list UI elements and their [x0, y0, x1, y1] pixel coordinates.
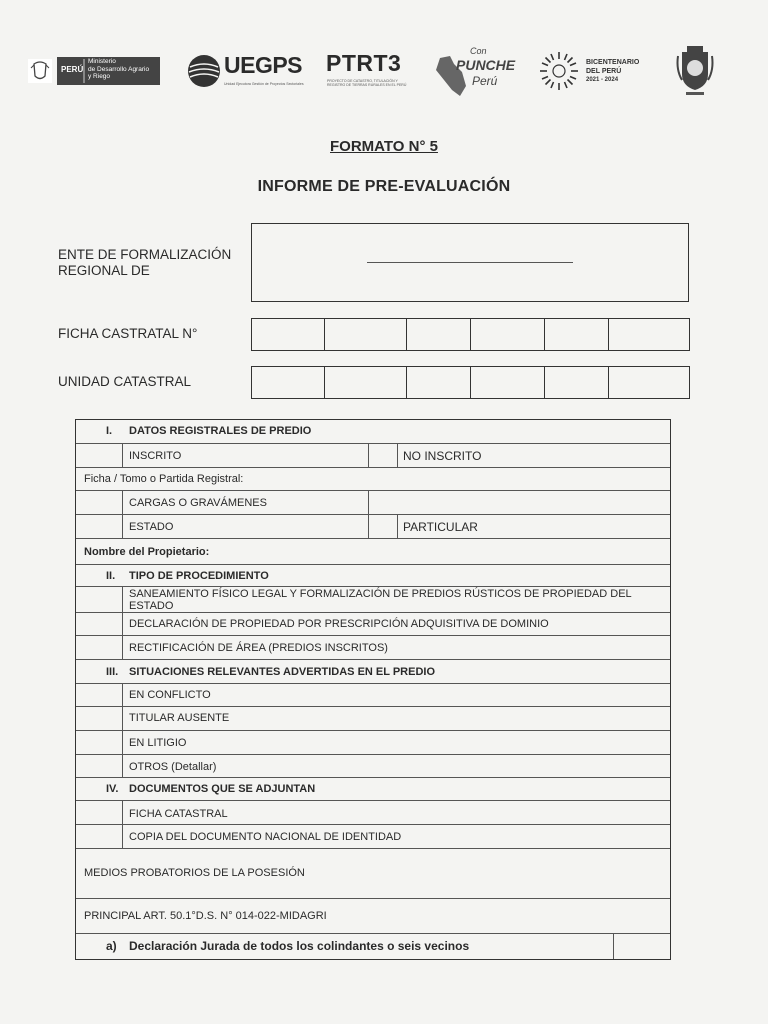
ptrt3-sub1: PROYECTO DE CATASTRO, TITULACIÓN Y: [327, 79, 398, 83]
label-copia-dni: COPIA DEL DOCUMENTO NACIONAL DE IDENTIDAD: [129, 831, 402, 843]
label-principal-art: PRINCIPAL ART. 50.1°D.S. N° 014-022-MIDAGRI: [84, 910, 327, 922]
cargas-detail-cell[interactable]: [368, 491, 397, 514]
ministerio-line2: de Desarrollo Agrario: [88, 65, 150, 73]
section-number: III.: [106, 666, 119, 678]
unidad-cell[interactable]: [252, 367, 325, 398]
peru-label: PERÚ: [61, 65, 84, 74]
ficha-catastral-cells: [251, 318, 690, 351]
ministerio-name: [88, 58, 149, 81]
bicentenario-sun-icon: [538, 50, 580, 92]
checkbox-ausente[interactable]: [76, 707, 123, 730]
row-propietario[interactable]: [76, 539, 670, 565]
row-inscrito: [76, 444, 670, 468]
ptrt3-logo: [326, 50, 410, 92]
label-no-inscrito: NO INSCRITO: [403, 449, 482, 463]
section-title: DOCUMENTOS QUE SE ADJUNTAN: [129, 783, 316, 795]
unidad-cell[interactable]: [325, 367, 407, 398]
checkbox-copia-dni[interactable]: [76, 825, 123, 848]
label-declaracion: DECLARACIÓN DE PROPIEDAD POR PRESCRIPCIÓN ADQUISITIVA DE DOMINIO: [129, 618, 549, 630]
label-conflicto: EN CONFLICTO: [129, 689, 211, 701]
ente-label: [58, 247, 231, 279]
row-item-a: [76, 934, 670, 959]
uegps-sub: Unidad Ejecutora Gestión de Proyectos Sectoriales: [224, 82, 304, 86]
section-header-3: [76, 660, 670, 684]
ente-label-line1: ENTE DE FORMALIZACIÓN: [58, 247, 232, 262]
row-ficha-tomo[interactable]: [76, 468, 670, 491]
informe-heading: INFORME DE PRE-EVALUACIÓN: [257, 178, 511, 195]
logo-strip: [28, 44, 728, 100]
ficha-cell[interactable]: [407, 319, 471, 350]
ficha-cell[interactable]: [252, 319, 325, 350]
checkbox-particular[interactable]: [368, 515, 398, 538]
unidad-cell[interactable]: [545, 367, 609, 398]
ficha-cell[interactable]: [325, 319, 407, 350]
section-number: IV.: [106, 783, 119, 795]
section-header-2: [76, 565, 670, 587]
checkbox-cargas[interactable]: [76, 491, 123, 514]
uegps-logo: [186, 50, 306, 92]
label-litigio: EN LITIGIO: [129, 737, 187, 749]
label-cargas: CARGAS O GRAVÁMENES: [129, 497, 267, 509]
label-particular: PARTICULAR: [403, 520, 478, 534]
checkbox-conflicto[interactable]: [76, 684, 123, 706]
row-ficha-catastral: [76, 801, 670, 825]
label-otros: OTROS (Detallar): [129, 761, 217, 773]
label-item-a: Declaración Jurada de todos los colindantes o seis vecinos: [129, 939, 470, 953]
regional-shield-logo: [674, 44, 716, 98]
row-copia-dni: [76, 825, 670, 849]
section-number: I.: [106, 425, 113, 437]
section-title: SITUACIONES RELEVANTES ADVERTIDAS EN EL PREDIO: [129, 666, 436, 678]
ente-input-box[interactable]: [251, 223, 689, 302]
row-conflicto: [76, 684, 670, 707]
section-number: II.: [106, 570, 116, 582]
bicentenario-line1: BICENTENARIO: [586, 59, 640, 66]
pre-evaluation-table: [75, 419, 671, 960]
label-saneamiento-line2: ESTADO: [129, 600, 174, 612]
ptrt3-name: PTRT3: [326, 50, 402, 76]
row-estado: [76, 515, 670, 539]
bicentenario-line2: DEL PERÚ: [586, 67, 622, 75]
unidad-cell[interactable]: [407, 367, 471, 398]
ministerio-line3: y Riego: [88, 73, 111, 80]
checkbox-no-inscrito[interactable]: [368, 444, 398, 467]
row-principal-art[interactable]: [76, 899, 670, 934]
checkbox-litigio[interactable]: [76, 731, 123, 754]
ente-label-line2: REGIONAL DE: [58, 263, 150, 278]
uegps-name: UEGPS: [224, 52, 303, 78]
checkbox-ficha-catastral[interactable]: [76, 801, 123, 824]
ptrt3-sub: [327, 79, 406, 87]
formato-title: FORMATO N° 5: [330, 138, 438, 155]
unidad-cell[interactable]: [609, 367, 689, 398]
label-medios-probatorios: MEDIOS PROBATORIOS DE LA POSESIÓN: [84, 867, 305, 879]
section-title: TIPO DE PROCEDIMIENTO: [129, 570, 269, 582]
ptrt3-sub2: REGISTRO DE TIERRAS RURALES EN EL PERÚ: [327, 83, 407, 87]
label-ficha-catastral: FICHA CATASTRAL: [129, 808, 228, 820]
section-title: DATOS REGISTRALES DE PREDIO: [129, 425, 312, 437]
section-header-4: [76, 778, 670, 801]
label-saneamiento: [129, 588, 632, 612]
uegps-globe-icon: [186, 53, 224, 89]
ente-fill-line: [367, 262, 573, 263]
bicentenario-logo: [538, 50, 658, 94]
checkbox-estado[interactable]: [76, 515, 123, 538]
bicentenario-text: [586, 59, 639, 85]
row-litigio: [76, 731, 670, 755]
ficha-cell[interactable]: [471, 319, 545, 350]
unidad-catastral-label: UNIDAD CATASTRAL: [58, 374, 192, 389]
label-saneamiento-line1: SANEAMIENTO FÍSICO LEGAL Y FORMALIZACIÓN DE PREDIOS RÚSTICOS DE PROPIEDAD DEL: [129, 588, 632, 600]
row-otros: [76, 755, 670, 778]
ministerio-line1: Ministerio: [88, 58, 116, 65]
row-rectificacion: [76, 636, 670, 660]
peru-script-label: Perú: [472, 74, 498, 88]
formato-heading: [0, 138, 768, 155]
label-ausente: TITULAR AUSENTE: [129, 712, 230, 724]
unidad-catastral-cells: [251, 366, 690, 399]
row-saneamiento: [76, 587, 670, 613]
row-declaracion: [76, 613, 670, 636]
punche-peru-logo: [432, 44, 518, 100]
punche-label: PUNCHE: [456, 57, 516, 73]
ministerio-logo: [28, 56, 160, 86]
checkbox-inscrito[interactable]: [76, 444, 123, 467]
ficha-catastral-label: FICHA CASTRATAL N°: [58, 326, 198, 341]
item-a-letter: a): [106, 939, 117, 953]
label-rectificacion: RECTIFICACIÓN DE ÁREA (PREDIOS INSCRITOS): [129, 642, 388, 654]
checkbox-item-a[interactable]: [614, 934, 670, 959]
label-propietario: Nombre del Propietario:: [84, 546, 210, 558]
checkbox-otros[interactable]: [76, 755, 123, 777]
row-cargas: [76, 491, 670, 515]
label-ficha-tomo: Ficha / Tomo o Partida Registral:: [84, 473, 244, 485]
row-ausente: [76, 707, 670, 731]
row-medios-probatorios[interactable]: [76, 849, 670, 899]
ficha-cell[interactable]: [545, 319, 609, 350]
label-inscrito: INSCRITO: [129, 450, 182, 462]
unidad-cell[interactable]: [471, 367, 545, 398]
regional-shield-icon: [674, 44, 716, 98]
checkbox-declaracion[interactable]: [76, 613, 123, 635]
bicentenario-line3: 2021 - 2024: [586, 77, 619, 83]
section-header-1: [76, 420, 670, 444]
checkbox-saneamiento[interactable]: [76, 587, 123, 612]
label-estado: ESTADO: [129, 521, 174, 533]
checkbox-rectificacion[interactable]: [76, 636, 123, 659]
ficha-cell[interactable]: [609, 319, 689, 350]
con-label: Con: [470, 46, 487, 56]
